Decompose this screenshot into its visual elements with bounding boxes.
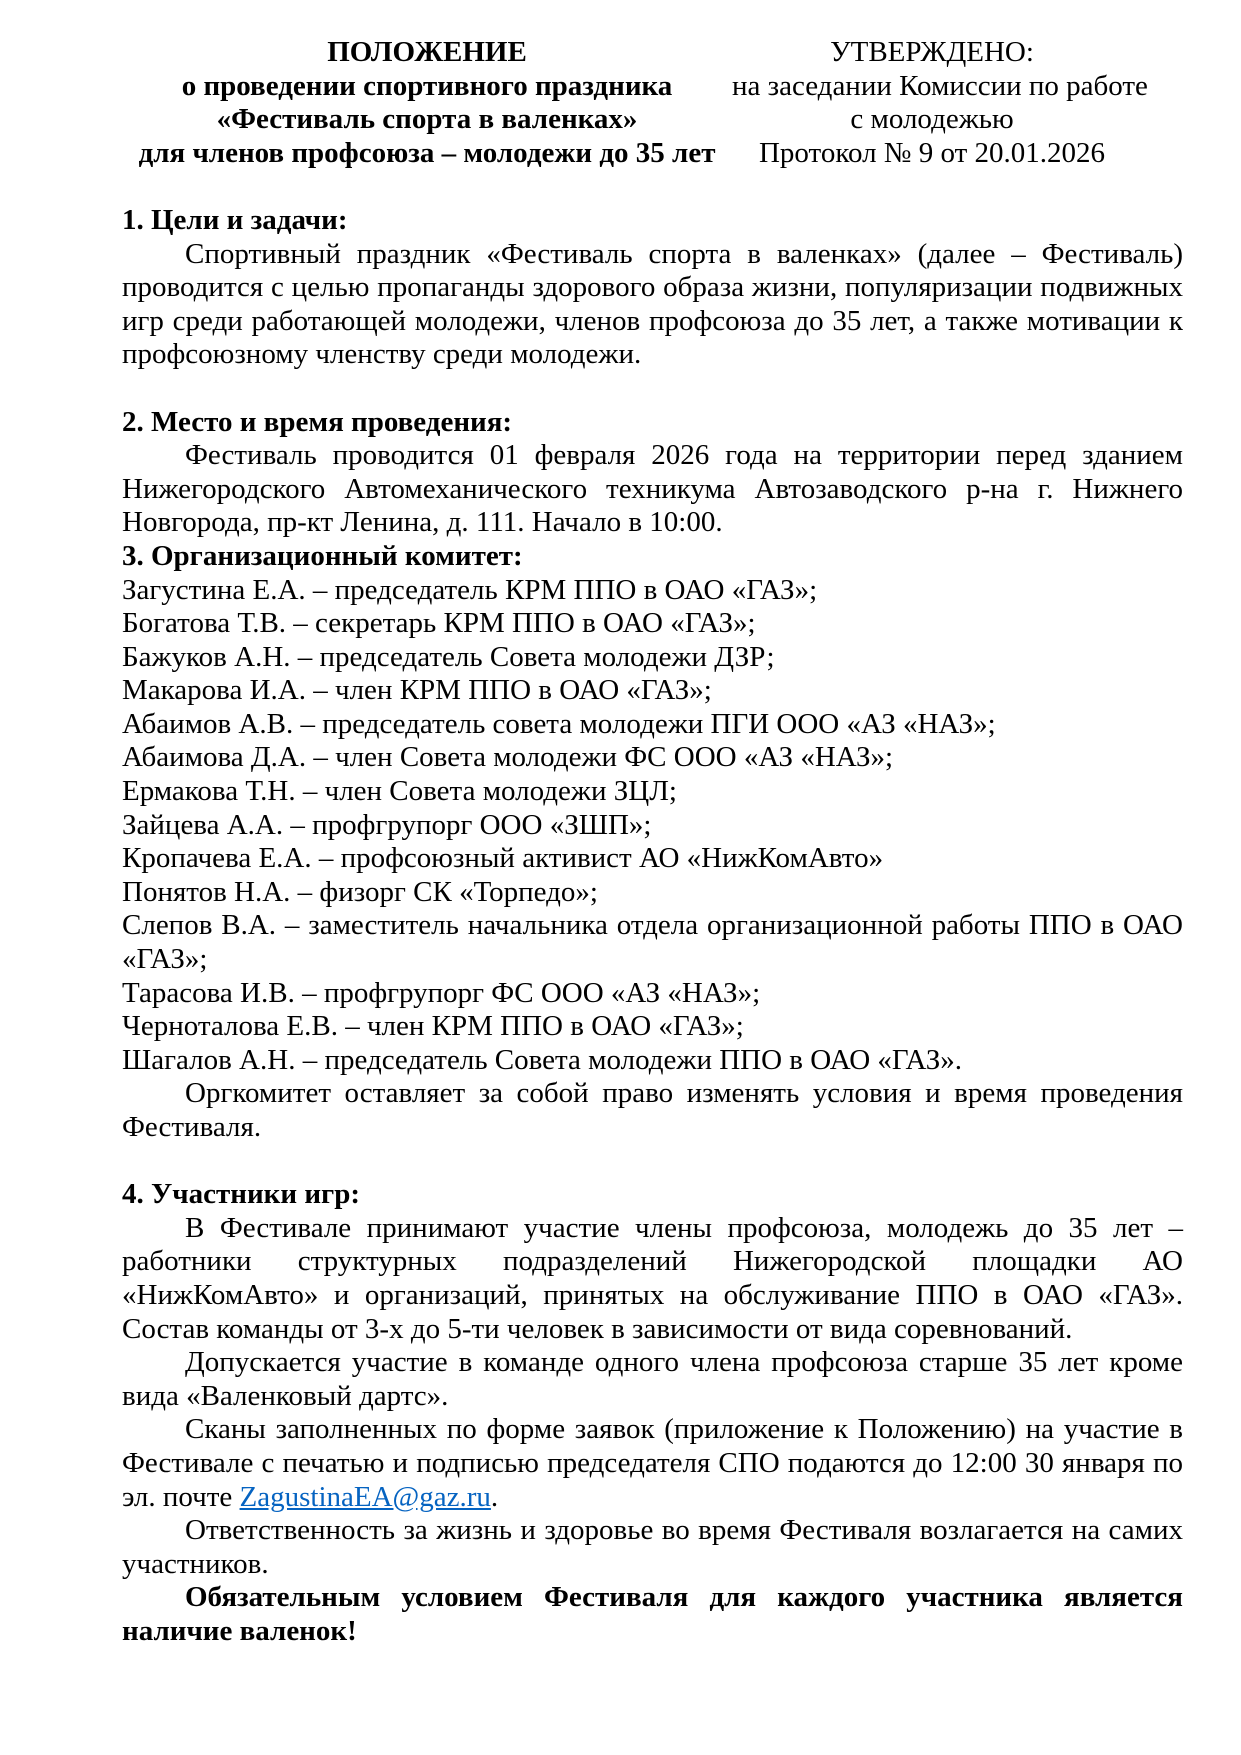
committee-member-4: Макарова И.А. – член КРМ ППО в ОАО «ГАЗ»; [122, 674, 712, 707]
email-link[interactable]: ZagustinaEA@gaz.ru [239, 1480, 491, 1513]
committee-member-1: Загустина Е.А. – председатель КРМ ППО в ОАО «ГАЗ»; [122, 573, 818, 606]
committee-member-9: Кропачева Е.А. – профсоюзный активист АО «НижКомАвто» [122, 842, 884, 875]
committee-member-6: Абаимова Д.А. – член Совета молодежи ФС ООО «АЗ «НАЗ»; [122, 741, 894, 774]
section-3-note: Оргкомитет оставляет за собой право изменять условия и время проведения Фестиваля. [122, 1077, 1183, 1143]
section-4-paragraph-5: Обязательным условием Фестиваля для каждого участника является наличие валенок! [122, 1581, 1183, 1647]
title-block [122, 36, 732, 170]
committee-member-14: Шагалов А.Н. – председатель Совета молодежи ППО в ОАО «ГАЗ». [122, 1043, 963, 1076]
committee-member-13: Черноталова Е.В. – член КРМ ППО в ОАО «ГАЗ»; [122, 1010, 744, 1043]
title-line-4: для членов профсоюза – молодежи до 35 лет [138, 136, 716, 169]
committee-member-7: Ермакова Т.Н. – член Совета молодежи ЗЦЛ; [122, 775, 677, 808]
title-line-3: «Фестиваль спорта в валенках» [216, 103, 638, 136]
document-header [122, 36, 1183, 170]
committee-member-2: Богатова Т.В. – секретарь КРМ ППО в ОАО «ГАЗ»; [122, 607, 756, 640]
approval-line-4: Протокол № 9 от 20.01.2026 [758, 136, 1106, 169]
approval-line-1: УТВЕРЖДЕНО: [830, 36, 1034, 68]
section-1-paragraph: Спортивный праздник «Фестиваль спорта в валенках» (далее – Фестиваль) проводится с целью пропаганды здорового образа жизни, популяризации подвижных игр среди работающей молодежи, членов профсоюза до 35 лет, а также мотивации к профсоюзному членству среди молодежи. [122, 237, 1183, 371]
section-4-paragraph-3 [122, 1413, 1183, 1514]
committee-member-12: Тарасова И.В. – профгрупорг ФС ООО «АЗ «НАЗ»; [122, 976, 761, 1009]
section-4-paragraph-2: Допускается участие в команде одного члена профсоюза старше 35 лет кроме вида «Валенковый дартс». [122, 1346, 1183, 1412]
approval-line-2: на заседании Комиссии по работе [732, 69, 1148, 102]
section-2-heading: 2. Место и время проведения: [122, 405, 513, 438]
section-4-heading: 4. Участники игр: [122, 1178, 361, 1211]
committee-member-8: Зайцева А.А. – профгрупорг ООО «ЗШП»; [122, 808, 652, 841]
applications-text: Сканы заполненных по форме заявок (приложение к Положению) на участие в Фестивале с печатью и подписью председателя СПО подаются до 12:00 30 января по эл. почте [122, 1413, 1183, 1513]
approval-line-3: с молодежью [850, 103, 1014, 136]
title-line-1: ПОЛОЖЕНИЕ [327, 36, 527, 68]
approval-block [732, 36, 1148, 170]
committee-member-5: Абаимов А.В. – председатель совета молодежи ПГИ ООО «АЗ «НАЗ»; [122, 707, 996, 740]
applications-text-end: . [490, 1480, 499, 1513]
title-line-2: о проведении спортивного праздника [181, 69, 673, 102]
committee-member-11: Слепов В.А. – заместитель начальника отдела организационной работы ППО в ОАО «ГАЗ»; [122, 909, 1183, 976]
committee-member-3: Бажуков А.Н. – председатель Совета молодежи ДЗР; [122, 640, 775, 673]
section-3-heading: 3. Организационный комитет: [122, 539, 523, 572]
section-1-heading: 1. Цели и задачи: [122, 203, 348, 236]
committee-member-10: Понятов Н.А. – физорг СК «Торпедо»; [122, 875, 598, 908]
section-2-paragraph: Фестиваль проводится 01 февраля 2026 года на территории перед зданием Нижегородского Автомеханического техникума Автозаводского р-на г. Нижнего Новгорода, пр-кт Ленина, д. 111. Начало в 10:00. [122, 439, 1183, 539]
section-4-paragraph-4: Ответственность за жизнь и здоровье во время Фестиваля возлагается на самих участников. [122, 1514, 1183, 1580]
section-4-paragraph-1: В Фестивале принимают участие члены профсоюза, молодежь до 35 лет – работники структурных подразделений Нижегородской площадки АО «НижКомАвто» и организаций, принятых на обслуживание ППО в ОАО «ГАЗ». Состав команды от 3-х до 5-ти человек в зависимости от вида соревнований. [122, 1211, 1183, 1345]
